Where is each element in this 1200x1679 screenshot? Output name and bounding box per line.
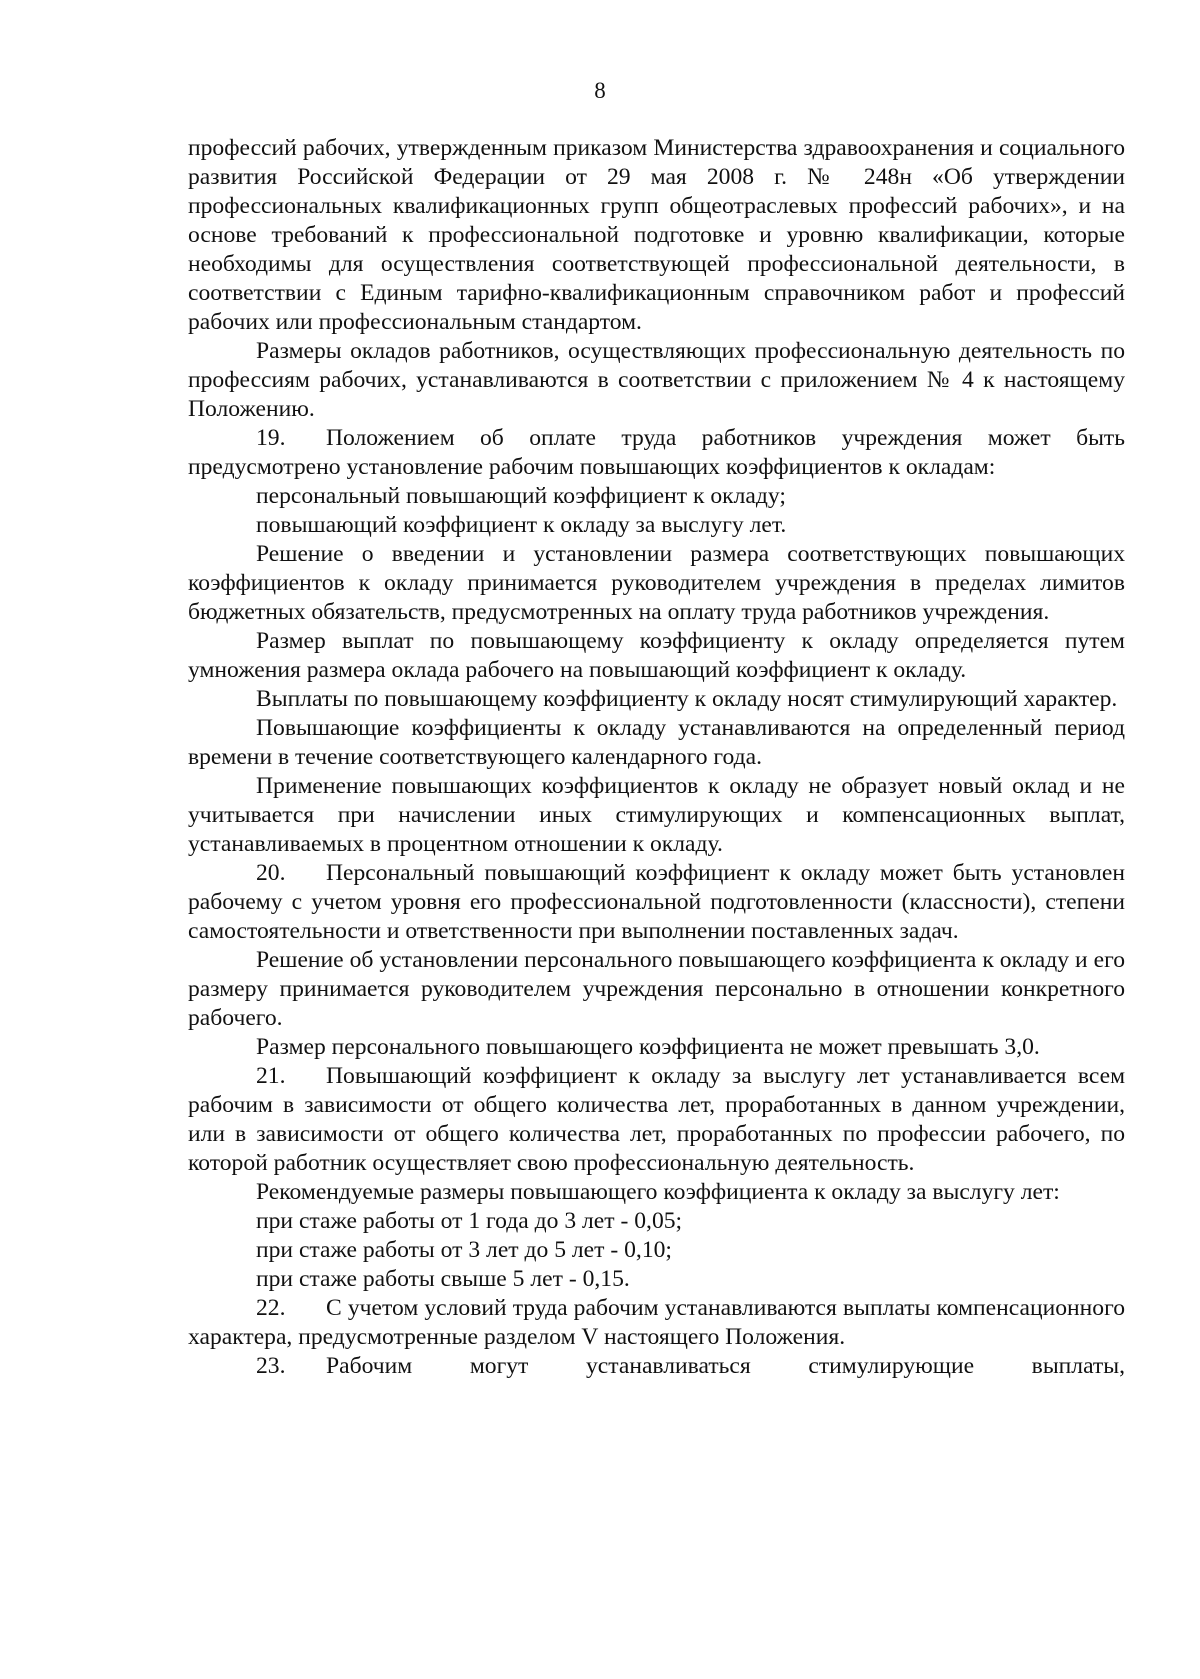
paragraph <box>188 772 1125 859</box>
list-item <box>188 1236 1125 1265</box>
paragraph-text: Повышающие коэффициенты к окладу устанавливаются на определенный период времени в течение соответствующего календарного года. <box>188 715 1125 770</box>
clause-number: 22. <box>256 1295 286 1321</box>
paragraph-text: Решение о введении и установлении размера соответствующих повышающих коэффициентов к окладу принимается руководителем учреждения в пределах лимитов бюджетных обязательств, предусмотренных на оплату труда работников учреждения. <box>188 541 1125 625</box>
paragraph <box>188 685 1125 714</box>
paragraph-text: при стаже работы от 1 года до 3 лет - 0,05; <box>256 1208 683 1234</box>
clause-22 <box>188 1294 1125 1352</box>
paragraph-text: Персональный повышающий коэффициент к окладу может быть установлен рабочему с учетом уровня его профессиональной подготовленности (классности), степени самостоятельности и ответственности при выполнении поставленных задач. <box>188 860 1125 944</box>
document-body <box>188 134 1125 1381</box>
paragraph-text: Выплаты по повышающему коэффициенту к окладу носят стимулирующий характер. <box>256 686 1118 712</box>
clause-20 <box>188 859 1125 946</box>
paragraph <box>188 1033 1125 1062</box>
clause-number: 23. <box>256 1353 286 1379</box>
paragraph-continuation <box>188 134 1125 337</box>
paragraph-text: при стаже работы от 3 лет до 5 лет - 0,10; <box>256 1237 672 1263</box>
paragraph-text: Размер выплат по повышающему коэффициенту к окладу определяется путем умножения размера оклада рабочего на повышающий коэффициент к окладу. <box>188 628 1125 683</box>
list-item <box>188 1207 1125 1236</box>
page-number: 8 <box>594 78 606 103</box>
paragraph-text: повышающий коэффициент к окладу за выслугу лет. <box>256 512 787 538</box>
clause-23 <box>188 1352 1125 1381</box>
paragraph-text: Применение повышающих коэффициентов к окладу не образует новый оклад и не учитывается при начислении иных стимулирующих и компенсационных выплат, устанавливаемых в процентном отношении к окладу. <box>188 773 1125 857</box>
clause-number: 21. <box>256 1063 286 1089</box>
paragraph-text: Размеры окладов работников, осуществляющих профессиональную деятельность по профессиям рабочих, устанавливаются в соответствии с приложением № 4 к настоящему Положению. <box>188 338 1125 422</box>
clause-19 <box>188 424 1125 482</box>
paragraph-text: при стаже работы свыше 5 лет - 0,15. <box>256 1266 630 1292</box>
clause-number: 19. <box>256 425 286 451</box>
paragraph-text: С учетом условий труда рабочим устанавливаются выплаты компенсационного характера, предусмотренные разделом V настоящего Положения. <box>188 1295 1125 1350</box>
paragraph <box>188 714 1125 772</box>
list-item <box>188 511 1125 540</box>
paragraph-salary-sizes <box>188 337 1125 424</box>
paragraph-text: профессий рабочих, утвержденным приказом Министерства здравоохранения и социального развития Российской Федерации от 29 мая 2008 г. № 248н «Об утверждении профессиональных квалификационных групп общеотраслевых профессий рабочих», и на основе требований к профессиональной подготовке и уровню квалификации, которые необходимы для осуществления соответствующей профессиональной деятельности, в соответствии с Единым тарифно-квалификационным справочником работ и профессий рабочих или профессиональным стандартом. <box>188 135 1125 335</box>
paragraph-text: Повышающий коэффициент к окладу за выслугу лет устанавливается всем рабочим в зависимости от общего количества лет, проработанных в данном учреждении, или в зависимости от общего количества лет, проработанных по профессии рабочего, по которой работник осуществляет свою профессиональную деятельность. <box>188 1063 1125 1176</box>
paragraph <box>188 1178 1125 1207</box>
paragraph-text: Рабочим могут устанавливаться стимулирующие выплаты, <box>326 1353 1125 1379</box>
list-item <box>188 482 1125 511</box>
paragraph-text: персональный повышающий коэффициент к окладу; <box>256 483 786 509</box>
clause-number: 20. <box>256 860 286 886</box>
paragraph-text: Рекомендуемые размеры повышающего коэффициента к окладу за выслугу лет: <box>256 1179 1060 1205</box>
paragraph <box>188 627 1125 685</box>
paragraph <box>188 946 1125 1033</box>
paragraph-text: Размер персонального повышающего коэффициента не может превышать 3,0. <box>256 1034 1040 1060</box>
paragraph-text: Решение об установлении персонального повышающего коэффициента к окладу и его размеру принимается руководителем учреждения персонально в отношении конкретного рабочего. <box>188 947 1125 1031</box>
paragraph-text: Положением об оплате труда работников учреждения может быть предусмотрено установление рабочим повышающих коэффициентов к окладам: <box>188 425 1125 480</box>
clause-21 <box>188 1062 1125 1178</box>
list-item <box>188 1265 1125 1294</box>
paragraph <box>188 540 1125 627</box>
